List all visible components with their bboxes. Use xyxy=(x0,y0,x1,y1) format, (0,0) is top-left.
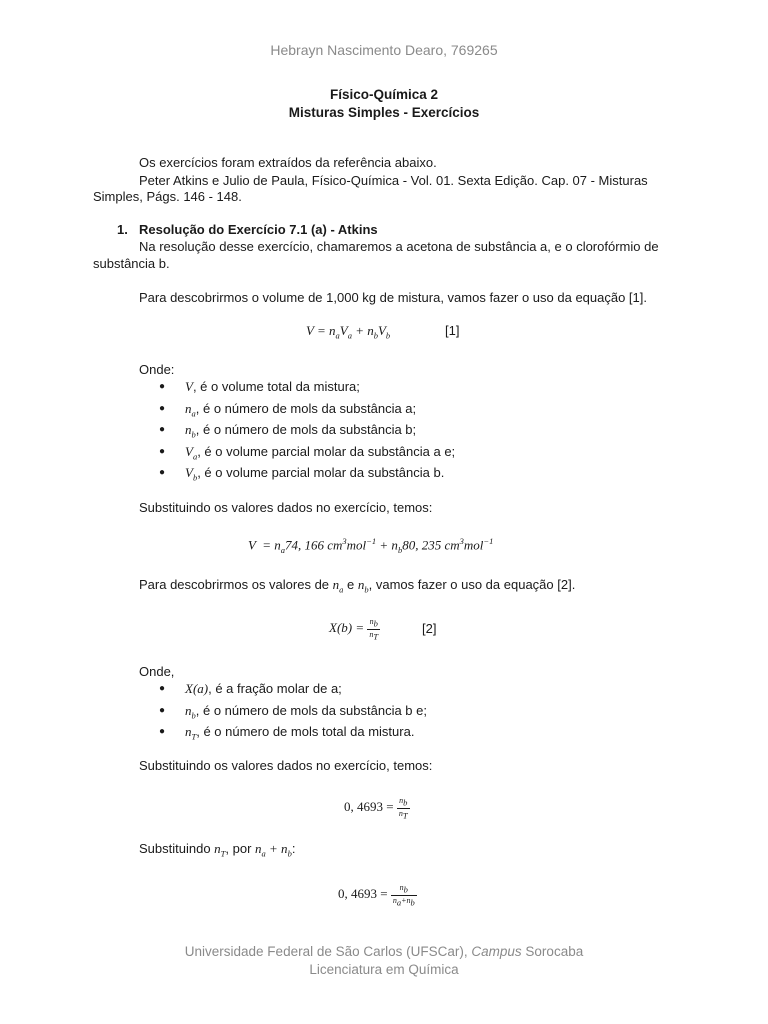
page-header-author: Hebrayn Nascimento Dearo, 769265 xyxy=(270,42,498,58)
reference-continuation: Simples, Págs. 146 - 148. xyxy=(93,189,242,204)
section-number: 1. xyxy=(117,222,128,237)
document-title: Físico-Química 2 xyxy=(329,87,439,102)
section-paragraph: Na resolução desse exercício, chamaremos a acetona de substância a, e o clorofórmio de xyxy=(139,239,659,254)
equation-substituted: $V = n_a74$, 166 $cm^3mol^{-1} + n_b80$, 235 $cm^3mol^{-1}$ xyxy=(248,536,494,555)
equation-4: 0, 4693 = $\frac{n_b}{n_a+n_b}$ xyxy=(338,883,415,908)
equation-intro: Para descobrirmos o volume de 1,000 kg de mistura, vamos fazer o uso da equação [1]. xyxy=(139,290,647,305)
equation-2: X(b) = $\frac{n_b}{n_T}$ xyxy=(329,617,379,642)
onde-label-2: Onde, xyxy=(139,664,175,679)
variable-list-2 xyxy=(139,680,427,745)
page-footer-university: Universidade Federal de São Carlos (UFSCar), Campus Sorocaba xyxy=(184,944,584,959)
list-item: ● X(a), é a fração molar de a; xyxy=(139,680,427,702)
onde-label: Onde: xyxy=(139,362,175,377)
document-subtitle: Misturas Simples - Exercícios xyxy=(288,105,480,120)
equation-intro-2: Para descobrirmos os valores de $n_a$ e $n_b$, vamos fazer o uso da equação [2]. xyxy=(139,577,576,595)
equation-1: $V = n_aV_a + n_bV_b$ xyxy=(306,323,391,341)
list-item: ● V, é o volume total da mistura; xyxy=(139,378,455,400)
list-item: ● $V_b$, é o volume parcial molar da substância b. xyxy=(139,464,455,486)
list-item: ● $V_a$, é o volume parcial molar da substância a e; xyxy=(139,443,455,465)
reference-line: Peter Atkins e Julio de Paula, Físico-Química - Vol. 01. Sexta Edição. Cap. 07 - Misturas xyxy=(139,173,648,188)
substitution-text-2: Substituindo os valores dados no exercício, temos: xyxy=(139,758,433,773)
page-footer-course: Licenciatura em Química xyxy=(309,962,459,977)
substitution-text: Substituindo os valores dados no exercício, temos: xyxy=(139,500,433,515)
section-heading: Resolução do Exercício 7.1 (a) - Atkins xyxy=(139,222,378,237)
substitution-text-3: Substituindo $n_T$, por $n_a + n_b$: xyxy=(139,841,296,859)
intro-line: Os exercícios foram extraídos da referência abaixo. xyxy=(139,155,437,170)
list-item: ● $n_b$, é o número de mols da substância b e; xyxy=(139,702,427,724)
equation-1-number: [1] xyxy=(445,323,460,338)
equation-2-number: [2] xyxy=(422,621,437,636)
equation-3: 0, 4693 = $\frac{n_b}{n_T}$ xyxy=(344,796,408,821)
variable-list-1 xyxy=(139,378,455,486)
list-item: ● $n_a$, é o número de mols da substância a; xyxy=(139,400,455,422)
list-item: ● $n_b$, é o número de mols da substância b; xyxy=(139,421,455,443)
section-paragraph-continuation: substância b. xyxy=(93,256,170,271)
list-item: ● $n_T$, é o número de mols total da mistura. xyxy=(139,723,427,745)
